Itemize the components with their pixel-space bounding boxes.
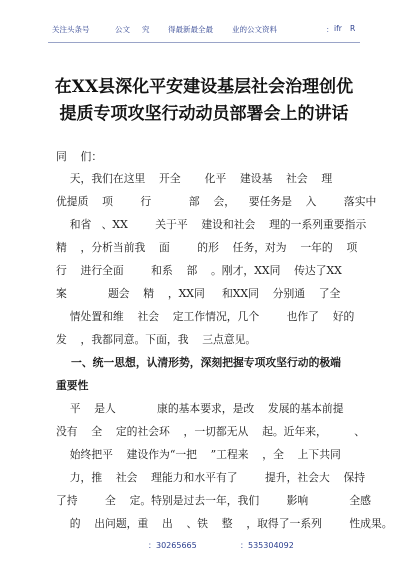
document-title: [40, 74, 368, 128]
body-line: 和省 、XX 关于平 建设和社会 理的一系列重要指示: [56, 218, 367, 231]
header-right-colon: ：: [326, 25, 334, 34]
body-line: 案 题会 精 ，XX同 和XX同 分别通 了全: [56, 287, 341, 300]
footer-contact-2: ：535304092: [240, 541, 294, 550]
body-line: 发 ，我都同意。下面，我 三点意见。: [56, 333, 257, 346]
header-link-latest[interactable]: 得最新最全最: [168, 25, 213, 34]
body-line: 了持 全 定。特别是过去一年，我们 影响 全感: [56, 494, 371, 507]
body-line: 没有 全 定的社会环 ，一切都无从 起。近年来， 、: [56, 425, 366, 438]
body-line: 的 出问题，重 出 、铁 整 ，取得了一系列 性成果。: [56, 517, 393, 530]
section-heading: 一、统一思想，认清形势，深刻把握专项攻坚行动的极端: [56, 356, 341, 369]
body-line: 天，我们在这里 开全 化平 建设基 社会 理: [56, 172, 333, 185]
body-line: 力，推 社会 理能力和水平有了 提升，社会大 保持: [56, 471, 366, 484]
header-divider: [48, 42, 360, 43]
header-link-research[interactable]: 究: [142, 25, 150, 34]
body-line: 精 ，分析当前我 面 的形 任务，对为 一年的 项: [56, 241, 358, 254]
body-line: 行 进行全面 和系 部 。刚才，XX同 传达了XX: [56, 264, 342, 277]
header-banner: [0, 24, 408, 38]
body-line: 优提质 项 行 部 会， 要任务是 入 落实中: [56, 195, 377, 208]
footer-contacts: [0, 540, 408, 554]
section-heading-cont: 重要性: [56, 379, 89, 392]
header-link-materials[interactable]: 业的公文资料: [232, 25, 277, 34]
header-right-mark: R: [350, 24, 356, 33]
salutation: 同 们：: [56, 150, 103, 163]
header-link-official[interactable]: 公文: [115, 25, 130, 34]
body-line: 平 是人 康的基本要求，是改 发展的基本前提: [56, 402, 344, 415]
header-right-code: ifr: [334, 24, 342, 33]
title-line-1: 在XX县深化平安建设基层社会治理创优: [54, 77, 354, 97]
title-line-2: 提质专项攻坚行动动员部署会上的讲话: [59, 104, 349, 124]
footer-contact-1: ：30265665: [148, 541, 197, 550]
header-link-follow[interactable]: 关注头条号: [52, 25, 90, 34]
body-line: 情处置和维 社会 定工作情况，几个 也作了 好的: [56, 310, 355, 323]
body-line: 始终把平 建设作为“一把 ”工程来 ，全 上下共同: [56, 448, 341, 461]
